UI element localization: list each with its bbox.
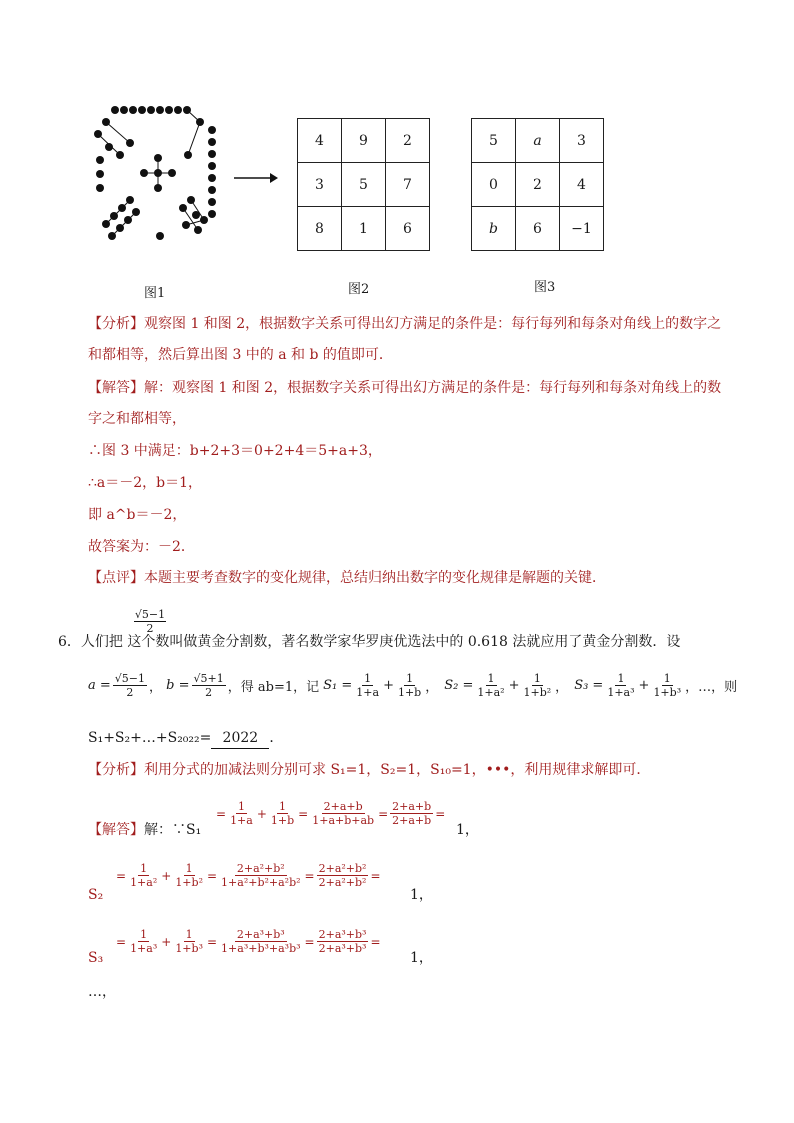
q6-line3 bbox=[88, 728, 283, 749]
figure-3-caption: 图3 bbox=[534, 280, 556, 295]
q6-a-def: a = bbox=[88, 678, 111, 693]
analysis2-tag: 【分析】 bbox=[88, 762, 144, 778]
fig3-cell: 2 bbox=[516, 163, 560, 207]
fig3-cell: 5 bbox=[472, 119, 516, 163]
fig3-cell: b bbox=[472, 207, 516, 251]
answer-step1: ∴图 3 中满足：b+2+3＝0+2+4＝5+a+3， bbox=[88, 443, 382, 459]
q6-line1 bbox=[58, 632, 680, 652]
q6-tail: ，…，则 bbox=[685, 680, 738, 695]
fig3-cell: a bbox=[516, 119, 560, 163]
fig2-cell: 7 bbox=[386, 163, 430, 207]
fig2-cell: 5 bbox=[342, 163, 386, 207]
answer2-s2-equation: = $\frac{1}{\text{1+a²}}$ + $\frac{1}{\text{1+b²}}$ = $\frac{\text{2+a²+b²}}{\text{1+a²+b²+a²b²}}$ = $\frac{\text{2+a²+b²}}{\text{2+a²+b²}}$ = bbox=[116, 862, 381, 889]
answer-tag: 【解答】 bbox=[88, 380, 144, 396]
fig2-cell: 8 bbox=[298, 207, 342, 251]
figure-1-dot-diagram bbox=[88, 100, 228, 250]
analysis-2 bbox=[88, 760, 650, 780]
answer2-s3-label: S₃ bbox=[88, 950, 104, 966]
answer-step4: 故答案为：－2． bbox=[88, 539, 195, 555]
answer2-ellipsis: …， bbox=[88, 984, 116, 1000]
comment-1 bbox=[88, 568, 606, 588]
answer2-s1-equation: = $\frac{1}{1+a}$ + $\frac{1}{1+b}$ = $\frac{2+a+b}{1+a+b+ab}$ = $\frac{2+a+b}{2+a+b}$ = bbox=[216, 800, 446, 827]
comment-tag: 【点评】 bbox=[88, 570, 144, 586]
figure-2-magic-square bbox=[297, 118, 430, 251]
answer2-s2-result: 1， bbox=[410, 887, 433, 903]
fig2-cell: 9 bbox=[342, 119, 386, 163]
q6-answer: 2022 bbox=[211, 728, 269, 749]
analysis-text-line1: 观察图 1 和图 2，根据数字关系可得出幻方满足的条件是：每行每列和每条对角线上的数字之 bbox=[144, 316, 722, 332]
q6-frac-den: 2 bbox=[146, 622, 154, 635]
analysis2-text: 利用分式的加减法则分别可求 S₁=1，S₂=1，S₁₀=1，•••，利用规律求解即可． bbox=[144, 762, 651, 778]
figure-3-magic-square bbox=[471, 118, 604, 251]
answer-text-line2: 字之和都相等， bbox=[88, 411, 186, 427]
answer-step3: 即 a^b＝－2， bbox=[88, 507, 187, 523]
fig2-cell: 4 bbox=[298, 119, 342, 163]
q6-line1-text: 人们把 这个数叫做黄金分割数，著名数学家华罗庚优选法中的 0.618 法就应用了黄金分割数．设 bbox=[80, 634, 681, 650]
answer2-s2-label: S₂ bbox=[88, 887, 104, 903]
q6-b-def: b = bbox=[166, 678, 190, 693]
q6-s2: S₂ = bbox=[444, 678, 474, 693]
figure-2-caption: 图2 bbox=[348, 282, 370, 297]
fig3-cell: −1 bbox=[560, 207, 604, 251]
q6-ab-text: ，得 ab=1，记 bbox=[227, 680, 320, 695]
q6-s3: S₃ = bbox=[574, 678, 604, 693]
answer2-prefix: 解：∵S₁ bbox=[144, 822, 202, 838]
answer-2-line1 bbox=[88, 820, 201, 840]
q6-a-den: 2 bbox=[126, 686, 134, 699]
fig3-cell: 6 bbox=[516, 207, 560, 251]
q6-line3-suffix: ． bbox=[269, 730, 284, 746]
fig2-cell: 3 bbox=[298, 163, 342, 207]
analysis-tag: 【分析】 bbox=[88, 316, 144, 332]
analysis-text-line2: 和都相等，然后算出图 3 中的 a 和 b 的值即可． bbox=[88, 347, 393, 363]
fig3-cell: 3 bbox=[560, 119, 604, 163]
answer-step2: ∴a＝－2，b＝1， bbox=[88, 475, 203, 491]
fig3-cell: 4 bbox=[560, 163, 604, 207]
q6-b-num: √5+1 bbox=[193, 672, 224, 685]
arrow-right-icon bbox=[234, 170, 278, 186]
answer2-s1-result: 1， bbox=[456, 822, 479, 838]
figure-1-caption: 图1 bbox=[144, 286, 166, 301]
answer2-s3-result: 1， bbox=[410, 950, 433, 966]
q6-a-num: √5−1 bbox=[114, 672, 146, 685]
answer2-tag: 【解答】 bbox=[88, 822, 144, 838]
answer2-s3-equation: = $\frac{1}{\text{1+a³}}$ + $\frac{1}{\text{1+b³}}$ = $\frac{\text{2+a³+b³}}{\text{1+a³+b³+a³b³}}$ = $\frac{\text{2+a³+b³}}{\text{2+a³+b³}}$ = bbox=[116, 928, 381, 955]
q6-s1: S₁ = bbox=[323, 678, 353, 693]
fig3-cell: 0 bbox=[472, 163, 516, 207]
q6-line2: a = $\frac{√5-1}{2}$ ， b = $\frac{√5+1}{2}$ ，得 ab=1，记 S₁ = $\frac{1}{1+a}$ + $\frac{1}{1+b}$ ， S₂ = $\frac{1}{\text{1+a²}}$ + $\frac{1}{\text{1+b²}}$ ， S₃ = $\frac{1}{\text{1+a³}}$ + $\frac{1}{\text{1+b³}}$ ，…，则 bbox=[88, 672, 738, 699]
analysis-1 bbox=[88, 314, 721, 334]
answer-text-line1: 解：观察图 1 和图 2，根据数字关系可得出幻方满足的条件是：每行每列和每条对角线上的数 bbox=[144, 380, 722, 396]
fig2-cell: 6 bbox=[386, 207, 430, 251]
q6-line3-prefix: S₁+S₂+…+S₂₀₂₂= bbox=[88, 730, 212, 746]
fig2-cell: 2 bbox=[386, 119, 430, 163]
q6-golden-fraction bbox=[134, 608, 166, 635]
q6-frac-num: √5−1 bbox=[134, 608, 166, 621]
fig2-cell: 1 bbox=[342, 207, 386, 251]
answer-1 bbox=[88, 378, 721, 398]
comment-text: 本题主要考查数字的变化规律，总结归纳出数字的变化规律是解题的关键． bbox=[144, 570, 606, 586]
q6-b-den: 2 bbox=[205, 686, 213, 699]
q6-number: 6． bbox=[58, 634, 81, 650]
